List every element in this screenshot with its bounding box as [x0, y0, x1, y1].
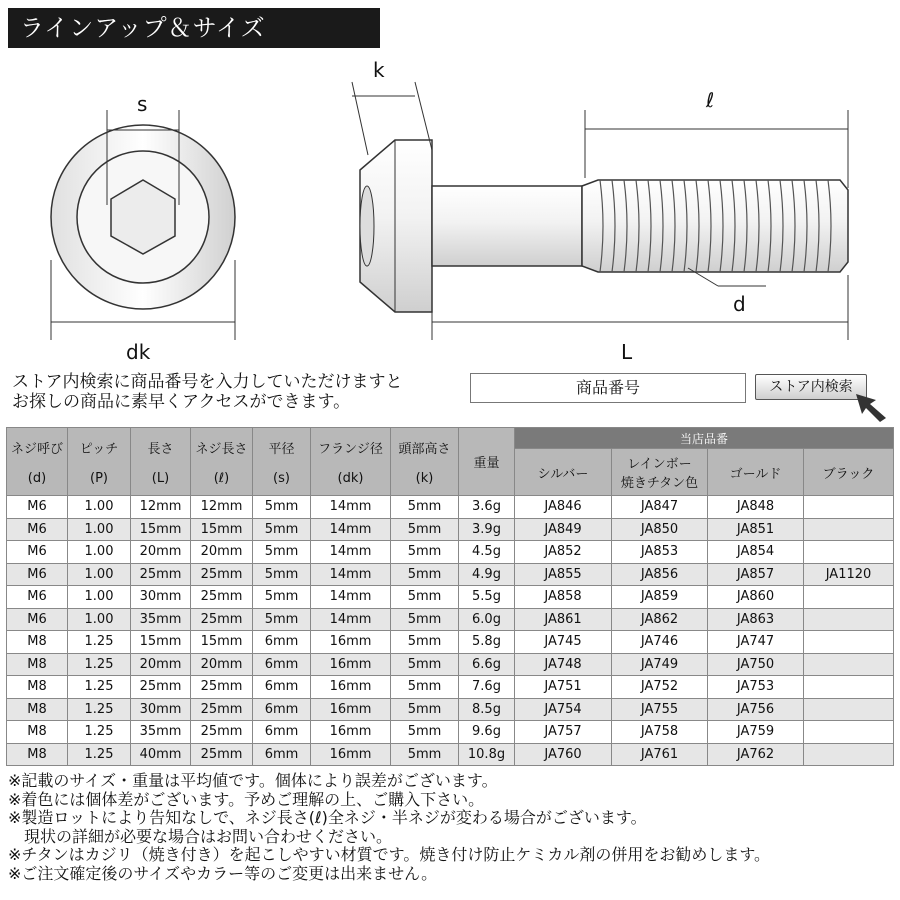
note-line: ※ご注文確定後のサイズやカラー等のご変更は出来ません。 [8, 863, 438, 883]
table-cell: M6 [7, 563, 68, 586]
table-cell [804, 541, 894, 564]
store-hint-line-2: お探しの商品に素早くアクセスができます。 [12, 392, 351, 412]
table-cell: JA759 [708, 721, 804, 744]
table-cell [804, 743, 894, 766]
table-cell: M6 [7, 541, 68, 564]
table-cell: 6mm [253, 743, 311, 766]
label-L: L [621, 340, 633, 364]
table-cell: JA862 [612, 608, 708, 631]
table-cell: M8 [7, 698, 68, 721]
table-cell: 16mm [311, 653, 391, 676]
table-cell: 5mm [253, 608, 311, 631]
table-cell: 5mm [391, 653, 459, 676]
table-cell: JA861 [515, 608, 612, 631]
table-cell: JA760 [515, 743, 612, 766]
table-cell: JA748 [515, 653, 612, 676]
table-cell: 35mm [131, 721, 191, 744]
table-cell: 5mm [253, 496, 311, 519]
table-cell: 5mm [253, 541, 311, 564]
table-cell: 8.5g [459, 698, 515, 721]
table-row [7, 608, 894, 631]
table-cell [804, 496, 894, 519]
note-line: ※着色には個体差がございます。予めご理解の上、ご購入下さい。 [8, 789, 485, 809]
note-line: ※製造ロットにより告知なしで、ネジ長さ(ℓ)全ネジ・半ネジが変わる場合がございます。 [8, 808, 647, 828]
group-header: 当店品番 [515, 428, 894, 449]
head-front-view [51, 110, 235, 340]
table-cell [804, 698, 894, 721]
note-line: ※チタンはカジリ（焼き付き）を起こしやすい材質です。焼き付け防止ケミカル剤の併用をお勧めします。 [8, 845, 771, 865]
table-cell: 5mm [391, 563, 459, 586]
table-cell: 3.6g [459, 496, 515, 519]
table-cell: JA849 [515, 518, 612, 541]
table-row [7, 698, 894, 721]
cursor-arrow-icon [852, 390, 892, 426]
table-cell: 14mm [311, 608, 391, 631]
table-cell: 5mm [391, 496, 459, 519]
table-cell: M8 [7, 653, 68, 676]
table-cell: 1.25 [68, 676, 131, 699]
table-cell: JA847 [612, 496, 708, 519]
spec-table [6, 427, 894, 766]
table-cell: 14mm [311, 563, 391, 586]
table-cell: JA750 [708, 653, 804, 676]
section-banner [8, 8, 380, 48]
table-cell: 10.8g [459, 743, 515, 766]
note-line: 現状の詳細が必要な場合はお問い合わせください。 [8, 826, 393, 846]
table-cell: M8 [7, 631, 68, 654]
table-cell: JA752 [612, 676, 708, 699]
table-cell: JA756 [708, 698, 804, 721]
table-cell: 25mm [191, 698, 253, 721]
header-cell: 頭部高さ (k) [391, 428, 459, 496]
table-cell: JA856 [612, 563, 708, 586]
table-cell: 30mm [131, 586, 191, 609]
notes [8, 772, 770, 884]
color-header: ブラック [804, 449, 894, 496]
note-line: ※記載のサイズ・重量は平均値です。個体により誤差がございます。 [8, 771, 498, 790]
table-cell: JA855 [515, 563, 612, 586]
table-cell: 4.5g [459, 541, 515, 564]
table-cell: 25mm [191, 743, 253, 766]
table-cell: JA850 [612, 518, 708, 541]
table-cell: 5mm [391, 541, 459, 564]
table-cell: JA859 [612, 586, 708, 609]
product-number-box[interactable] [470, 373, 746, 403]
table-row [7, 721, 894, 744]
table-cell: M8 [7, 743, 68, 766]
table-cell: JA853 [612, 541, 708, 564]
table-cell: 1.25 [68, 631, 131, 654]
table-cell: 6.6g [459, 653, 515, 676]
table-cell: 35mm [131, 608, 191, 631]
table-cell: 16mm [311, 743, 391, 766]
table-cell: 5mm [391, 518, 459, 541]
table-cell: 25mm [131, 676, 191, 699]
table-cell: 25mm [191, 721, 253, 744]
table-cell: 5mm [391, 586, 459, 609]
color-header: シルバー [515, 449, 612, 496]
table-cell: 15mm [131, 518, 191, 541]
table-cell: 5mm [253, 586, 311, 609]
table-cell: 12mm [131, 496, 191, 519]
table-cell: 14mm [311, 518, 391, 541]
table-cell: 14mm [311, 541, 391, 564]
table-cell: JA858 [515, 586, 612, 609]
table-cell: 15mm [191, 631, 253, 654]
table-cell: 1.00 [68, 608, 131, 631]
banner-title: ラインアップ＆サイズ [20, 14, 266, 42]
table-cell: JA757 [515, 721, 612, 744]
header-cell: ネジ長さ (ℓ) [191, 428, 253, 496]
table-cell: 1.25 [68, 698, 131, 721]
table-cell: 1.00 [68, 586, 131, 609]
store-search-hint [12, 372, 403, 412]
table-cell: 5mm [391, 676, 459, 699]
table-cell [804, 653, 894, 676]
table-row [7, 563, 894, 586]
table-cell: JA852 [515, 541, 612, 564]
table-cell: 1.00 [68, 541, 131, 564]
bolt-drawing [0, 50, 900, 370]
table-cell: 9.6g [459, 721, 515, 744]
table-cell: 16mm [311, 631, 391, 654]
header-cell: 重量 [459, 428, 515, 496]
table-cell: 5mm [253, 563, 311, 586]
table-cell [804, 721, 894, 744]
table-cell: JA751 [515, 676, 612, 699]
table-row [7, 653, 894, 676]
header-cell: ネジ呼び (d) [7, 428, 68, 496]
table-cell [804, 586, 894, 609]
table-cell: JA762 [708, 743, 804, 766]
table-cell: 25mm [191, 563, 253, 586]
table-cell [804, 676, 894, 699]
table-cell: JA747 [708, 631, 804, 654]
table-cell: 6mm [253, 631, 311, 654]
table-cell: 1.00 [68, 518, 131, 541]
table-cell: 16mm [311, 721, 391, 744]
table-cell: JA753 [708, 676, 804, 699]
table-cell: 1.00 [68, 563, 131, 586]
table-cell [804, 608, 894, 631]
bolt-diagram [0, 50, 900, 370]
table-cell: JA854 [708, 541, 804, 564]
table-cell: 3.9g [459, 518, 515, 541]
table-cell: 20mm [131, 541, 191, 564]
table-cell [804, 631, 894, 654]
header-cell: 平径 (s) [253, 428, 311, 496]
table-cell: JA851 [708, 518, 804, 541]
table-cell: 40mm [131, 743, 191, 766]
table-cell: 16mm [311, 698, 391, 721]
table-cell: 1.25 [68, 743, 131, 766]
table-cell: JA754 [515, 698, 612, 721]
table-cell: 5.8g [459, 631, 515, 654]
store-search-button[interactable]: ストア内検索 [755, 374, 867, 400]
table-cell: 25mm [191, 586, 253, 609]
color-header: レインボー 焼きチタン色 [612, 449, 708, 496]
table-cell: JA758 [612, 721, 708, 744]
table-cell: 20mm [191, 541, 253, 564]
table-row [7, 496, 894, 519]
header-cell: ピッチ (P) [68, 428, 131, 496]
table-cell: 20mm [191, 653, 253, 676]
table-cell: JA746 [612, 631, 708, 654]
spec-table-body [7, 496, 894, 766]
table-cell: 1.25 [68, 721, 131, 744]
table-cell: 15mm [131, 631, 191, 654]
table-cell: 6mm [253, 698, 311, 721]
table-row [7, 518, 894, 541]
table-cell: 6mm [253, 653, 311, 676]
table-cell: JA761 [612, 743, 708, 766]
product-number-label: 商品番号 [575, 378, 640, 397]
table-row [7, 541, 894, 564]
table-row [7, 743, 894, 766]
table-cell: JA846 [515, 496, 612, 519]
table-cell: 5mm [391, 608, 459, 631]
table-cell: 6mm [253, 721, 311, 744]
table-cell: 25mm [131, 563, 191, 586]
table-cell: 14mm [311, 586, 391, 609]
table-cell: M6 [7, 496, 68, 519]
table-cell: 16mm [311, 676, 391, 699]
table-cell: M6 [7, 608, 68, 631]
table-cell [804, 518, 894, 541]
table-cell: JA863 [708, 608, 804, 631]
table-cell: 5mm [391, 631, 459, 654]
bolt-side-view [352, 82, 848, 340]
table-cell: JA1120 [804, 563, 894, 586]
header-cell: 長さ (L) [131, 428, 191, 496]
table-cell: JA848 [708, 496, 804, 519]
table-cell: 20mm [131, 653, 191, 676]
label-dk: dk [126, 340, 151, 364]
table-cell: 25mm [191, 676, 253, 699]
table-cell: 6.0g [459, 608, 515, 631]
table-cell: 5mm [391, 743, 459, 766]
table-cell: M6 [7, 586, 68, 609]
table-cell: JA755 [612, 698, 708, 721]
header-cell: フランジ径 (dk) [311, 428, 391, 496]
table-cell: 1.00 [68, 496, 131, 519]
label-s: s [137, 92, 148, 116]
table-row [7, 631, 894, 654]
table-cell: 15mm [191, 518, 253, 541]
table-cell: JA860 [708, 586, 804, 609]
table-cell: 5mm [391, 721, 459, 744]
table-cell: JA857 [708, 563, 804, 586]
table-row [7, 586, 894, 609]
table-row [7, 676, 894, 699]
store-hint-line-1: ストア内検索に商品番号を入力していただけますと [12, 372, 403, 392]
color-header: ゴールド [708, 449, 804, 496]
table-cell: M8 [7, 721, 68, 744]
table-cell: 5.5g [459, 586, 515, 609]
table-cell: 6mm [253, 676, 311, 699]
table-cell: 5mm [253, 518, 311, 541]
table-cell: 1.25 [68, 653, 131, 676]
label-l: ℓ [706, 88, 715, 112]
table-cell: 5mm [391, 698, 459, 721]
table-cell: M8 [7, 676, 68, 699]
table-cell: 25mm [191, 608, 253, 631]
table-cell: 14mm [311, 496, 391, 519]
table-cell: 12mm [191, 496, 253, 519]
table-cell: JA745 [515, 631, 612, 654]
table-cell: JA749 [612, 653, 708, 676]
table-cell: 7.6g [459, 676, 515, 699]
table-cell: M6 [7, 518, 68, 541]
label-k: k [373, 58, 385, 82]
label-d: d [733, 292, 746, 316]
table-cell: 30mm [131, 698, 191, 721]
table-cell: 4.9g [459, 563, 515, 586]
